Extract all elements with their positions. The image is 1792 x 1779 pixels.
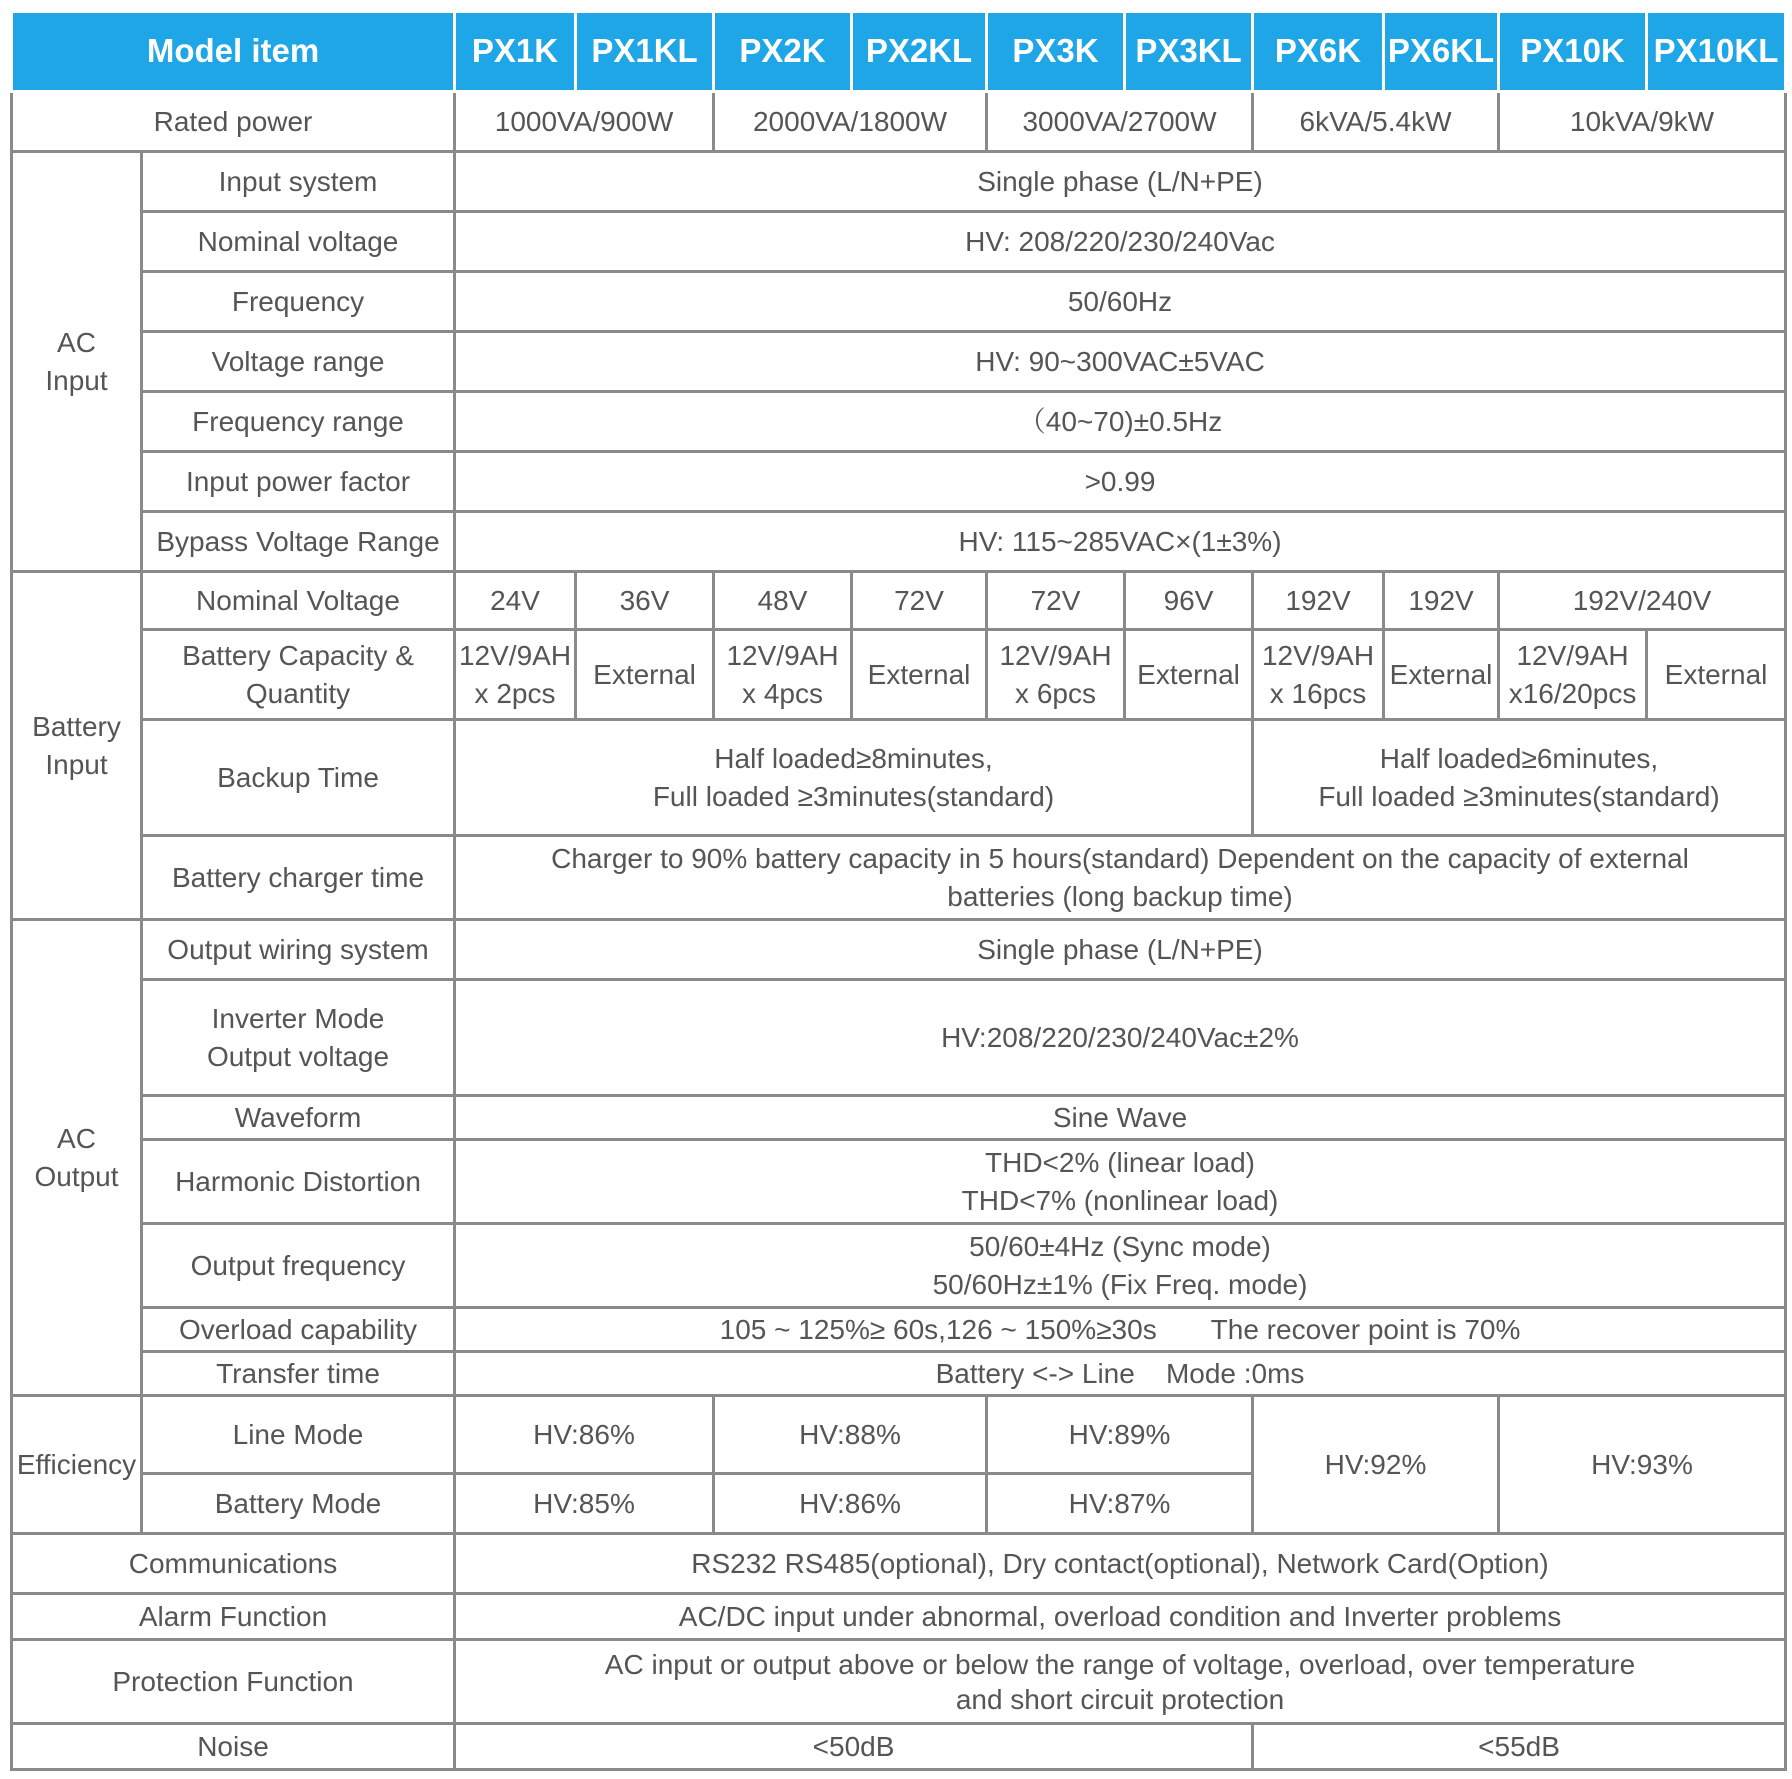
model-header: PX1KL — [576, 12, 714, 92]
spec-value: HV:87% — [987, 1474, 1253, 1534]
spec-value: THD<2% (linear load) THD<7% (nonlinear load) — [455, 1140, 1786, 1224]
ac-input-row — [12, 212, 1786, 272]
row-label: Harmonic Distortion — [142, 1140, 455, 1224]
spec-value: 48V — [714, 572, 852, 630]
spec-value: RS232 RS485(optional), Dry contact(optional), Network Card(Option) — [455, 1534, 1786, 1594]
row-label: Battery charger time — [142, 836, 455, 920]
row-label: Overload capability — [142, 1308, 455, 1352]
communications-row — [12, 1534, 1786, 1594]
ac-output-row — [12, 920, 1786, 980]
spec-value: 2000VA/1800W — [714, 92, 987, 152]
model-header: PX2K — [714, 12, 852, 92]
spec-value: HV:93% — [1499, 1396, 1786, 1534]
spec-sheet — [10, 10, 1784, 1771]
battery-voltage-row — [12, 572, 1786, 630]
spec-value: 192V/240V — [1499, 572, 1786, 630]
row-label: Inverter Mode Output voltage — [142, 980, 455, 1096]
spec-value: Single phase (L/N+PE) — [455, 152, 1786, 212]
spec-value: HV: 115~285VAC×(1±3%) — [455, 512, 1786, 572]
efficiency-line-row — [12, 1396, 1786, 1474]
row-label: Line Mode — [142, 1396, 455, 1474]
spec-value: 192V — [1253, 572, 1384, 630]
model-header: PX1K — [455, 12, 576, 92]
spec-value: 1000VA/900W — [455, 92, 714, 152]
row-label: Input power factor — [142, 452, 455, 512]
model-header: PX6K — [1253, 12, 1384, 92]
ac-input-row — [12, 452, 1786, 512]
model-item-header: Model item — [12, 12, 455, 92]
ac-input-row — [12, 272, 1786, 332]
spec-value: HV:85% — [455, 1474, 714, 1534]
row-label: Nominal Voltage — [142, 572, 455, 630]
spec-value: Charger to 90% battery capacity in 5 hours(standard) Dependent on the capacity of external batteries (long backup time) — [455, 836, 1786, 920]
spec-value: 12V/9AH x 16pcs — [1253, 630, 1384, 720]
spec-value: HV:92% — [1253, 1396, 1499, 1534]
row-label: Input system — [142, 152, 455, 212]
spec-value: <50dB — [455, 1724, 1253, 1770]
spec-table — [10, 10, 1787, 1771]
row-label: Nominal voltage — [142, 212, 455, 272]
ac-input-row — [12, 332, 1786, 392]
spec-value: External — [1384, 630, 1499, 720]
spec-value: Half loaded≥8minutes, Full loaded ≥3minutes(standard) — [455, 720, 1253, 836]
spec-value: HV:86% — [455, 1396, 714, 1474]
group-label-ac-input: AC Input — [12, 152, 142, 572]
spec-value: 50/60±4Hz (Sync mode) 50/60Hz±1% (Fix Freq. mode) — [455, 1224, 1786, 1308]
spec-value: >0.99 — [455, 452, 1786, 512]
spec-value: HV:208/220/230/240Vac±2% — [455, 980, 1786, 1096]
ac-input-row — [12, 152, 1786, 212]
model-header: PX3KL — [1125, 12, 1253, 92]
spec-value: 192V — [1384, 572, 1499, 630]
row-label: Bypass Voltage Range — [142, 512, 455, 572]
ac-output-row — [12, 980, 1786, 1096]
model-header: PX3K — [987, 12, 1125, 92]
spec-value: 105 ~ 125%≥ 60s,126 ~ 150%≥30s The recover point is 70% — [455, 1308, 1786, 1352]
ac-output-row — [12, 1140, 1786, 1224]
spec-value: HV:88% — [714, 1396, 987, 1474]
row-label: Output frequency — [142, 1224, 455, 1308]
spec-value: External — [576, 630, 714, 720]
row-label: Waveform — [142, 1096, 455, 1140]
protection-row — [12, 1640, 1786, 1724]
spec-value: Battery <-> Line Mode :0ms — [455, 1352, 1786, 1396]
row-label: Noise — [12, 1724, 455, 1770]
spec-value: External — [1647, 630, 1786, 720]
spec-value: 72V — [852, 572, 987, 630]
ac-output-row — [12, 1096, 1786, 1140]
model-header: PX10KL — [1647, 12, 1786, 92]
group-label-ac-output: AC Output — [12, 920, 142, 1396]
ac-input-row — [12, 512, 1786, 572]
backup-time-row — [12, 720, 1786, 836]
spec-value: HV:86% — [714, 1474, 987, 1534]
row-label: Protection Function — [12, 1640, 455, 1724]
spec-value: External — [1125, 630, 1253, 720]
spec-value: HV:89% — [987, 1396, 1253, 1474]
row-label: Communications — [12, 1534, 455, 1594]
spec-value: 72V — [987, 572, 1125, 630]
spec-value: <55dB — [1253, 1724, 1786, 1770]
spec-value: 10kVA/9kW — [1499, 92, 1786, 152]
model-header: PX2KL — [852, 12, 987, 92]
row-label: Battery Mode — [142, 1474, 455, 1534]
noise-row — [12, 1724, 1786, 1770]
spec-value: 12V/9AH x 4pcs — [714, 630, 852, 720]
spec-value: Half loaded≥6minutes, Full loaded ≥3minutes(standard) — [1253, 720, 1786, 836]
row-label: Frequency range — [142, 392, 455, 452]
ac-input-row — [12, 392, 1786, 452]
row-label: Output wiring system — [142, 920, 455, 980]
ac-output-row — [12, 1308, 1786, 1352]
spec-value: 24V — [455, 572, 576, 630]
spec-value: HV: 90~300VAC±5VAC — [455, 332, 1786, 392]
alarm-row — [12, 1594, 1786, 1640]
spec-value: 12V/9AH x16/20pcs — [1499, 630, 1647, 720]
spec-value: 50/60Hz — [455, 272, 1786, 332]
ac-output-row — [12, 1224, 1786, 1308]
spec-value: AC input or output above or below the range of voltage, overload, over temperature and short circuit protection — [455, 1640, 1786, 1724]
spec-value: AC/DC input under abnormal, overload condition and Inverter problems — [455, 1594, 1786, 1640]
header-row — [12, 12, 1786, 92]
spec-value: HV: 208/220/230/240Vac — [455, 212, 1786, 272]
row-label: Alarm Function — [12, 1594, 455, 1640]
model-header: PX6KL — [1384, 12, 1499, 92]
spec-value: Sine Wave — [455, 1096, 1786, 1140]
row-label: Frequency — [142, 272, 455, 332]
rated-power-row — [12, 92, 1786, 152]
row-label: Voltage range — [142, 332, 455, 392]
spec-value: 3000VA/2700W — [987, 92, 1253, 152]
model-header: PX10K — [1499, 12, 1647, 92]
spec-value: External — [852, 630, 987, 720]
charger-time-row — [12, 836, 1786, 920]
spec-value: 36V — [576, 572, 714, 630]
battery-capacity-row — [12, 630, 1786, 720]
row-label: Battery Capacity & Quantity — [142, 630, 455, 720]
spec-value: 12V/9AH x 6pcs — [987, 630, 1125, 720]
spec-value: 96V — [1125, 572, 1253, 630]
row-label: Transfer time — [142, 1352, 455, 1396]
row-label: Backup Time — [142, 720, 455, 836]
group-label-efficiency: Efficiency — [12, 1396, 142, 1534]
spec-value: 6kVA/5.4kW — [1253, 92, 1499, 152]
row-label: Rated power — [12, 92, 455, 152]
spec-value: Single phase (L/N+PE) — [455, 920, 1786, 980]
spec-value: （40~70)±0.5Hz — [455, 392, 1786, 452]
spec-value: 12V/9AH x 2pcs — [455, 630, 576, 720]
ac-output-row — [12, 1352, 1786, 1396]
group-label-battery-input: Battery Input — [12, 572, 142, 920]
